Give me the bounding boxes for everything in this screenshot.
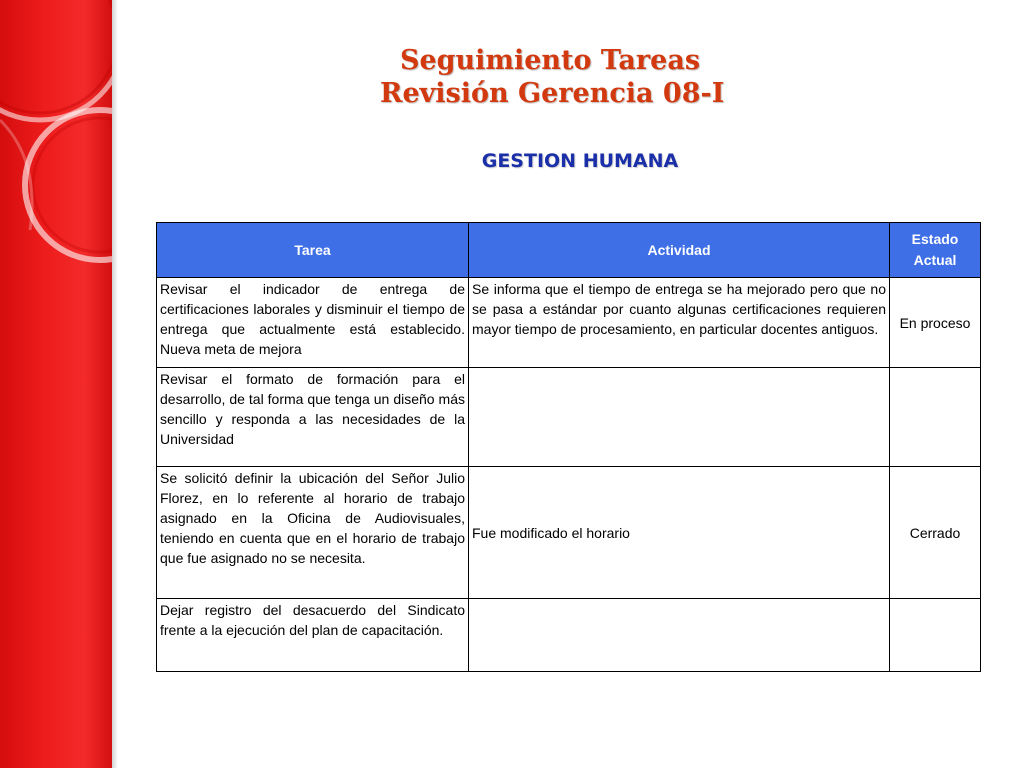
cell-estado: En proceso [890,278,981,368]
tasks-table [156,222,981,672]
cell-tarea: Revisar el formato de formación para el desarrollo, de tal forma que tenga un diseño más sencillo y responda a las necesidades de la Universidad [157,368,469,467]
sidebar-shadow [112,0,118,768]
header-estado [890,223,981,278]
header-estado-line1: Estado [911,231,959,247]
cell-actividad: Fue modificado el horario [469,467,890,599]
table-row [157,467,981,599]
title-line-2: Revisión Gerencia 08-I [380,78,725,109]
cell-actividad [469,368,890,467]
section-title: GESTION HUMANA [481,150,679,172]
cell-estado [890,368,981,467]
title-line-1: Seguimiento Tareas [399,45,701,76]
cell-tarea: Revisar el indicador de entrega de certificaciones laborales y disminuir el tiempo de entrega que actualmente está establecido. Nueva meta de mejora [157,278,469,368]
cell-tarea: Se solicitó definir la ubicación del Señor Julio Florez, en lo referente al horario de trabajo asignado en la Oficina de Audiovisuales, teniendo en cuenta que en el horario de trabajo que fue asignado no se necesita. [157,467,469,599]
cell-estado [890,599,981,672]
table-header-row [157,223,981,278]
table-row [157,599,981,672]
cell-estado: Cerrado [890,467,981,599]
header-tarea: Tarea [157,223,469,278]
decorative-sidebar [0,0,112,768]
slide-title [380,44,725,110]
cell-tarea: Dejar registro del desacuerdo del Sindicato frente a la ejecución del plan de capacitación. [157,599,469,672]
table-row [157,368,981,467]
cell-actividad [469,599,890,672]
cell-actividad: Se informa que el tiempo de entrega se ha mejorado pero que no se pasa a estándar por cuanto algunas certificaciones requieren mayor tiempo de procesamiento, en particular docentes antiguos. [469,278,890,368]
header-estado-line2: Actual [913,252,957,268]
table-row [157,278,981,368]
decorative-circles [0,0,112,768]
header-actividad: Actividad [469,223,890,278]
